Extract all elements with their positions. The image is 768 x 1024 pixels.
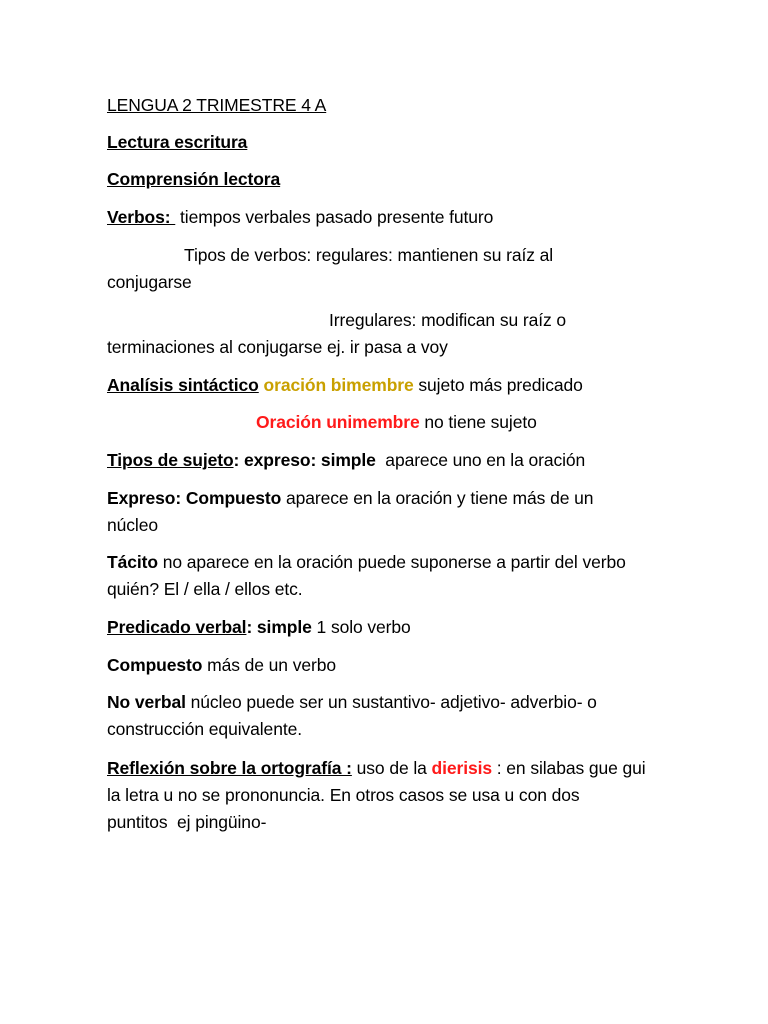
tacito-text-2: quién? El / ella / ellos etc. — [107, 579, 303, 599]
irregulares-text-1: Irregulares: modifican su raíz o — [329, 310, 567, 330]
oracion-bimembre: oración bimembre — [263, 375, 414, 395]
predicado-text: 1 solo verbo — [311, 617, 411, 637]
tacito-line-1 — [107, 549, 667, 576]
verbos-text: tiempos verbales pasado presente futuro — [175, 207, 494, 227]
no-verbal-bold: No verbal — [107, 692, 186, 712]
reflexion-line-1 — [107, 755, 667, 782]
compuesto-line — [107, 652, 667, 679]
predicado-bold: : simple — [246, 617, 312, 637]
reflexion-text-a: uso de la — [351, 758, 432, 778]
tacito-bold: Tácito — [107, 552, 158, 572]
irregulares-line-2 — [107, 334, 667, 361]
lectura-heading: Lectura escritura — [107, 132, 248, 152]
reflexion-text-3: puntitos ej pingüino- — [107, 812, 267, 832]
tipos-verbos-text-1: Tipos de verbos: regulares: mantienen su raíz al — [184, 245, 554, 265]
no-verbal-text-1: núcleo puede ser un sustantivo- adjetivo- adverbio- o — [185, 692, 597, 712]
tacito-text-1: no aparece en la oración puede suponerse a partir del verbo — [157, 552, 626, 572]
comprension-line — [107, 166, 667, 193]
tacito-line-2 — [107, 576, 667, 603]
dierisis-word: dierisis — [431, 758, 493, 778]
tipos-sujeto-bold: : expreso: simple — [233, 450, 381, 470]
verbos-label: Verbos: — [107, 207, 176, 227]
tipos-verbos-line-1 — [184, 242, 744, 269]
expreso-compuesto-bold: Expreso: Compuesto — [107, 488, 282, 508]
tipos-sujeto-label: Tipos de sujeto — [107, 450, 234, 470]
no-verbal-line-1 — [107, 689, 667, 716]
bimembre-text: sujeto más predicado — [413, 375, 583, 395]
unimembre-line — [256, 409, 768, 436]
verbos-line — [107, 204, 667, 231]
comprension-heading: Comprensión lectora — [107, 169, 281, 189]
reflexion-label: Reflexión sobre la ortografía : — [107, 758, 352, 778]
reflexion-line-2 — [107, 782, 667, 809]
predicado-line — [107, 614, 667, 641]
tipos-sujeto-text: aparece uno en la oración — [380, 450, 586, 470]
compuesto-bold: Compuesto — [107, 655, 203, 675]
compuesto-text: más de un verbo — [202, 655, 336, 675]
oracion-unimembre: Oración unimembre — [256, 412, 420, 432]
irregulares-text-2: terminaciones al conjugarse ej. ir pasa a voy — [107, 337, 448, 357]
no-verbal-text-2: construcción equivalente. — [107, 719, 302, 739]
expreso-compuesto-line-2 — [107, 512, 667, 539]
tipos-verbos-text-2: conjugarse — [107, 272, 192, 292]
tipos-verbos-line-2 — [107, 269, 667, 296]
reflexion-text-b: : en silabas gue gui — [492, 758, 646, 778]
expreso-compuesto-text-1: aparece en la oración y tiene más de un — [281, 488, 594, 508]
irregulares-line-1 — [329, 307, 768, 334]
analisis-line — [107, 372, 667, 399]
doc-title: LENGUA 2 TRIMESTRE 4 A — [107, 95, 327, 115]
no-verbal-line-2 — [107, 716, 667, 743]
tipos-sujeto-line — [107, 447, 667, 474]
predicado-label: Predicado verbal — [107, 617, 247, 637]
unimembre-text: no tiene sujeto — [419, 412, 537, 432]
doc-title-line — [107, 92, 667, 119]
analisis-label: Analísis sintáctico — [107, 375, 259, 395]
reflexion-text-2: la letra u no se prononuncia. En otros casos se usa u con dos — [107, 785, 580, 805]
reflexion-line-3 — [107, 809, 667, 836]
expreso-compuesto-line-1 — [107, 485, 667, 512]
lectura-line — [107, 129, 667, 156]
expreso-compuesto-text-2: núcleo — [107, 515, 158, 535]
